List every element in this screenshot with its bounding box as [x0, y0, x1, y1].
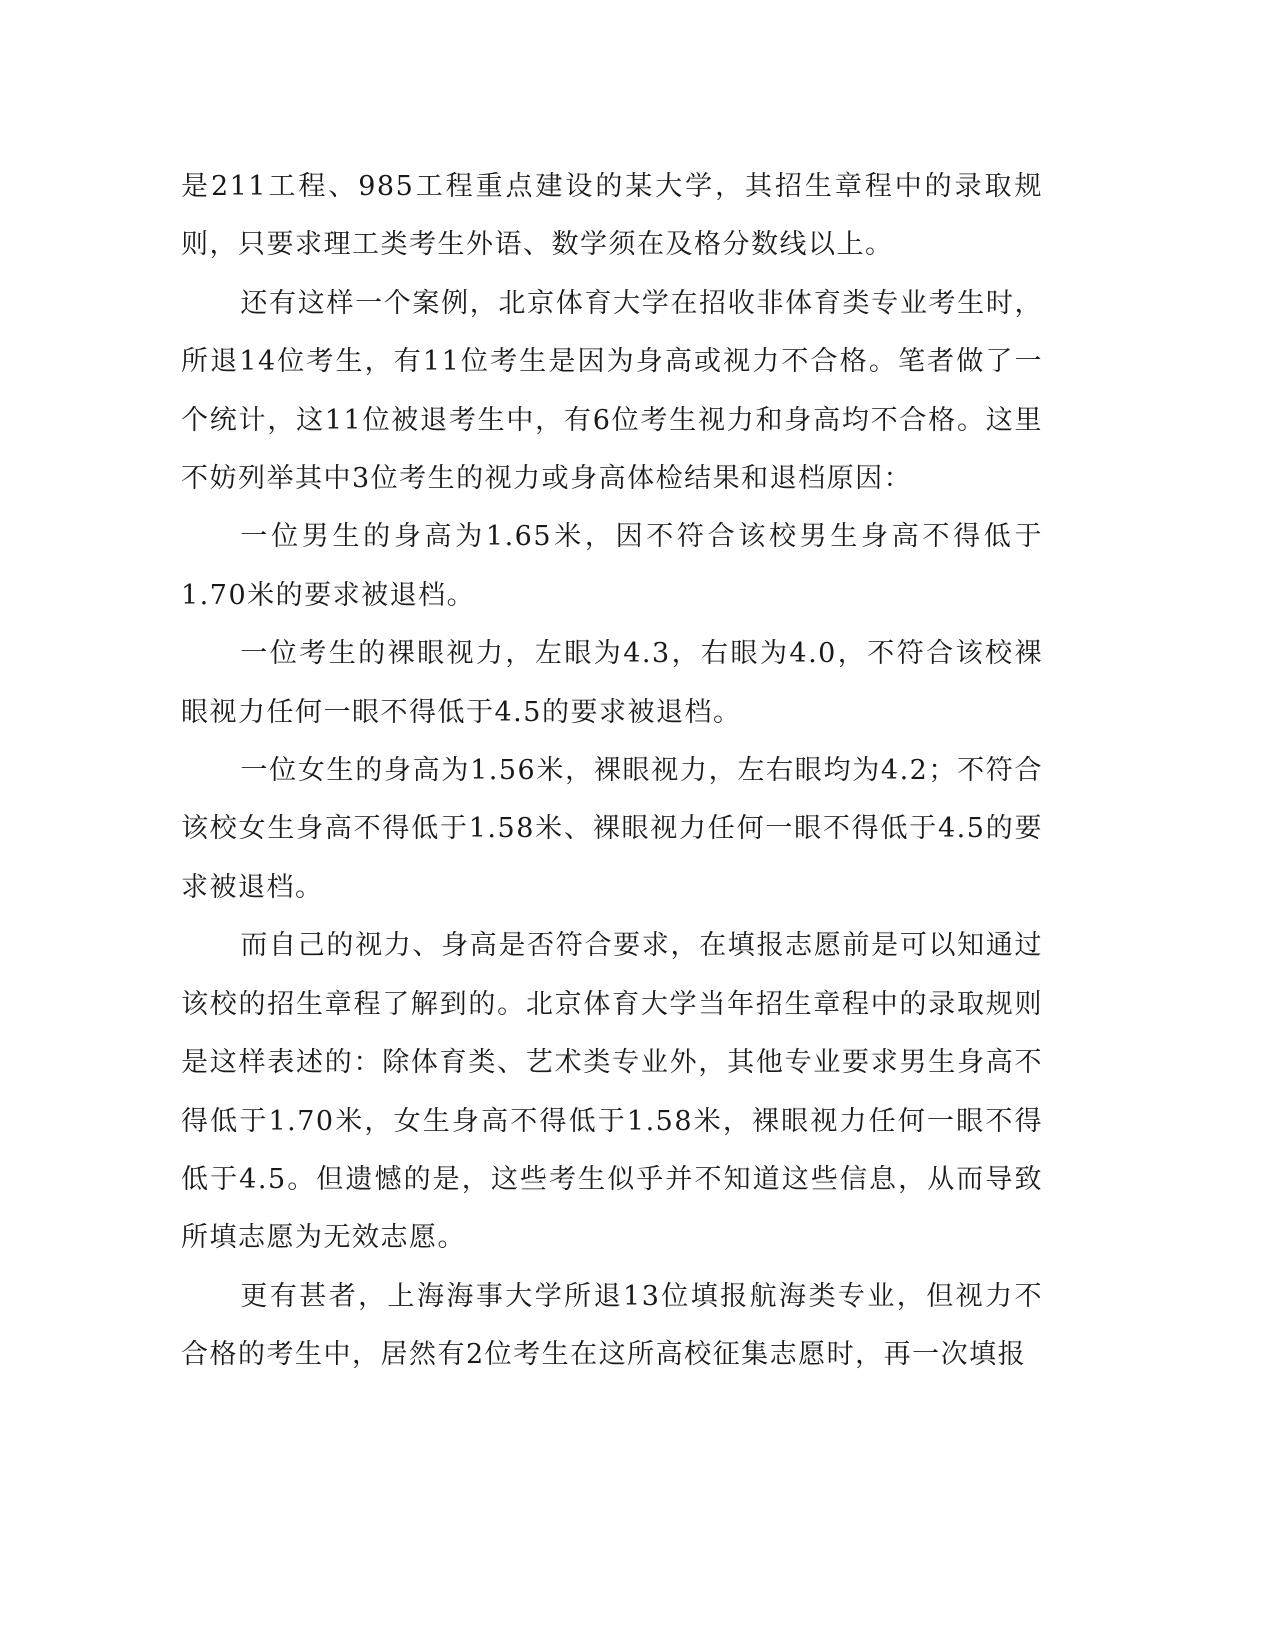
paragraph-admission-charter: 而自己的视力、身高是否符合要求，在填报志愿前是可以知通过该校的招生章程了解到的。北京体育大学当年招生章程中的录取规则是这样表述的：除体育类、艺术类专业外，其他专业要求男生身高不得低于1.70米，女生身高不得低于1.58米，裸眼视力任何一眼不得低于4.5。但遗憾的是，这些考生似乎并不知道这些信息，从而导致所填志愿为无效志愿。 — [181, 930, 1043, 1254]
paragraph-male-height-example: 一位男生的身高为1.65米，因不符合该校男生身高不得低于1.70米的要求被退档。 — [181, 521, 1043, 611]
paragraph-beijing-sport-case: 还有这样一个案例，北京体育大学在招收非体育类专业考生时，所退14位考生，有11位考生是因为身高或视力不合格。笔者做了一个统计，这11位被退考生中，有6位考生视力和身高均不合格。这里不妨列举其中3位考生的视力或身高体检结果和退档原因： — [181, 287, 1043, 495]
document-body — [181, 158, 1043, 1385]
paragraph-female-example: 一位女生的身高为1.56米，裸眼视力，左右眼均为4.2；不符合该校女生身高不得低于1.58米、裸眼视力任何一眼不得低于4.5的要求被退档。 — [181, 755, 1043, 903]
paragraph-vision-example: 一位考生的裸眼视力，左眼为4.3，右眼为4.0，不符合该校裸眼视力任何一眼不得低于4.5的要求被退档。 — [181, 638, 1043, 728]
paragraph-shanghai-maritime-case: 更有甚者，上海海事大学所退13位填报航海类专业，但视力不合格的考生中，居然有2位考生在这所高校征集志愿时，再一次填报 — [181, 1280, 1043, 1371]
paragraph-admission-rules: 是211工程、985工程重点建设的某大学，其招生章程中的录取规则，只要求理工类考生外语、数学须在及格分数线以上。 — [181, 171, 1043, 261]
